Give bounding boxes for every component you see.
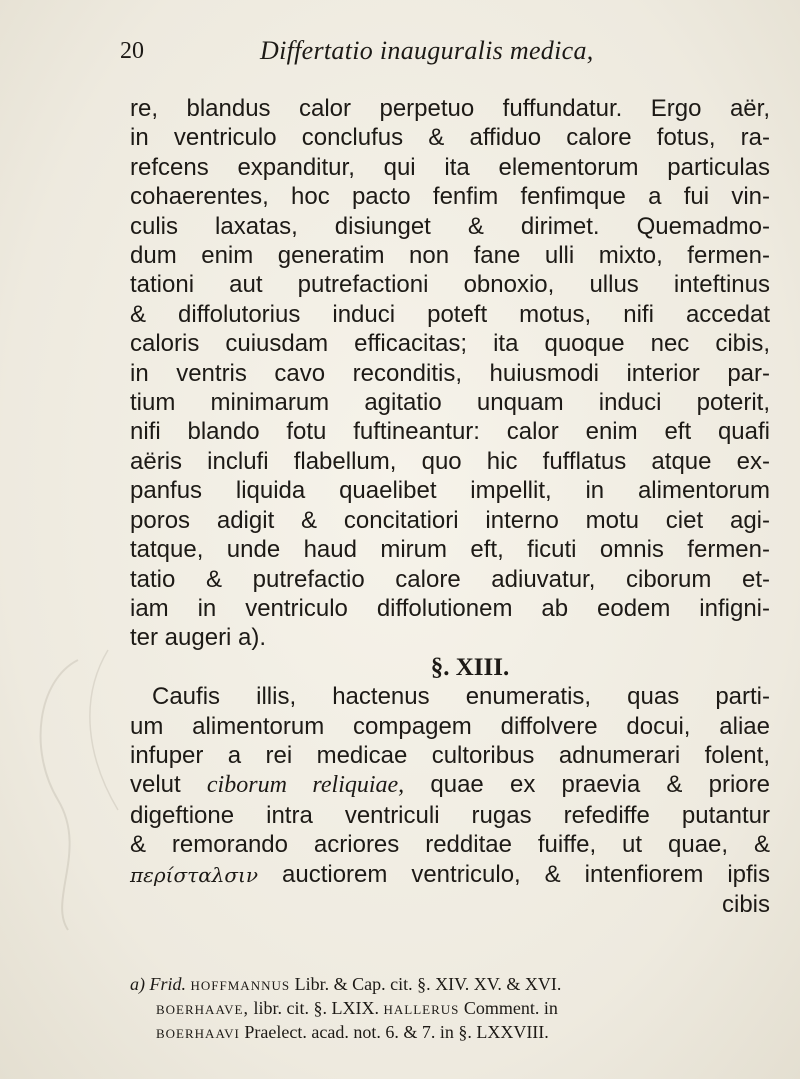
text-line: ter augeri a). — [130, 624, 267, 652]
text-line — [130, 770, 770, 800]
paragraph-2 — [130, 682, 770, 919]
main-text — [130, 94, 770, 919]
text-line: poros adigit & concitatiori interno motu ciet agi- — [130, 506, 770, 534]
text-line: refcens expanditur, qui ita elementorum particulas — [130, 153, 770, 181]
italic-phrase: ciborum reliquiae, — [206, 772, 405, 799]
text-line: in ventriculo conclufus & affiduo calore fotus, ra- — [130, 124, 770, 152]
bleed-through-shadow — [18, 640, 138, 940]
section-heading: §. XIII. — [430, 653, 510, 681]
text-line: um alimentorum compagem diffolvere docui, aliae — [130, 712, 770, 740]
text-line: aëris inclufi flabellum, quo hic fufflatus atque ex- — [130, 447, 770, 475]
text-line: nifi blando fotu fuftineantur: calor enim eft quafi — [130, 418, 770, 446]
text-segment: quae ex praevia & priore — [430, 771, 770, 799]
author-name: hallerus — [383, 998, 460, 1018]
author-name: boerhaave, — [156, 998, 249, 1018]
text-line: infuper a rei medicae cultoribus adnumerari folent, — [130, 741, 770, 769]
text-line: in ventris cavo reconditis, huiusmodi interior par- — [130, 359, 770, 387]
footnote-text: Praelect. acad. not. 6. & 7. in §. LXXVIII. — [244, 1022, 549, 1042]
text-line: culis laxatas, disiunget & dirimet. Quemadmo- — [130, 212, 770, 240]
text-segment: auctiorem ventriculo, & intenfiorem ipfis — [282, 860, 771, 888]
text-line — [130, 860, 770, 890]
text-line: iam in ventriculo diffolutionem ab eodem infigni- — [130, 594, 770, 622]
footnote-text: Comment. in — [463, 998, 558, 1018]
footnotes — [130, 972, 770, 1044]
text-line: panfus liquida quaelibet impellit, in alimentorum — [130, 477, 770, 505]
footnote-line — [130, 1020, 770, 1044]
footnote-ref: Frid. — [149, 974, 187, 994]
text-line: tatque, unde haud mirum eft, ficuti omnis fermen- — [130, 536, 770, 564]
text-line: & diffolutorius induci poteft motus, nifi accedat — [130, 300, 770, 328]
footnote-text: Libr. & Cap. cit. §. XIV. XV. & XVI. — [294, 974, 562, 994]
footnote-mark: a) — [130, 974, 145, 994]
text-line: tium minimarum agitatio unquam induci poterit, — [130, 389, 770, 417]
text-line: digeftione intra ventriculi rugas refediffe putantur — [130, 801, 770, 829]
text-line: tationi aut putrefactioni obnoxio, ullus inteftinus — [130, 271, 770, 299]
greek-word: περίσταλσιν — [130, 862, 259, 887]
text-line: tatio & putrefactio calore adiuvatur, ciborum et- — [130, 565, 770, 593]
running-title: Differtatio inauguralis medica, — [260, 36, 594, 65]
text-segment: velut — [130, 771, 181, 799]
text-line: Caufis illis, hactenus enumeratis, quas parti- — [152, 683, 770, 711]
text-line: cohaerentes, hoc pacto fenfim fenfimque a fui vin- — [130, 183, 770, 211]
text-line: dum enim generatim non fane ulli mixto, fermen- — [130, 242, 770, 270]
catchword: cibis — [721, 890, 770, 918]
page-header — [110, 32, 740, 72]
footnote-text: libr. cit. §. LXIX. — [253, 998, 379, 1018]
text-line: caloris cuiusdam efficacitas; ita quoque nec cibis, — [130, 330, 770, 358]
page-number: 20 — [120, 38, 144, 64]
footnote-line — [130, 996, 770, 1020]
paragraph-1 — [130, 94, 770, 653]
author-name: hoffmannus — [190, 974, 291, 994]
author-name: boerhaavi — [156, 1022, 240, 1042]
text-line: re, blandus calor perpetuo fuffundatur. Ergo aër, — [130, 95, 770, 122]
footnote-line — [130, 972, 770, 996]
text-line: & remorando acriores redditae fuiffe, ut quae, & — [130, 831, 770, 859]
